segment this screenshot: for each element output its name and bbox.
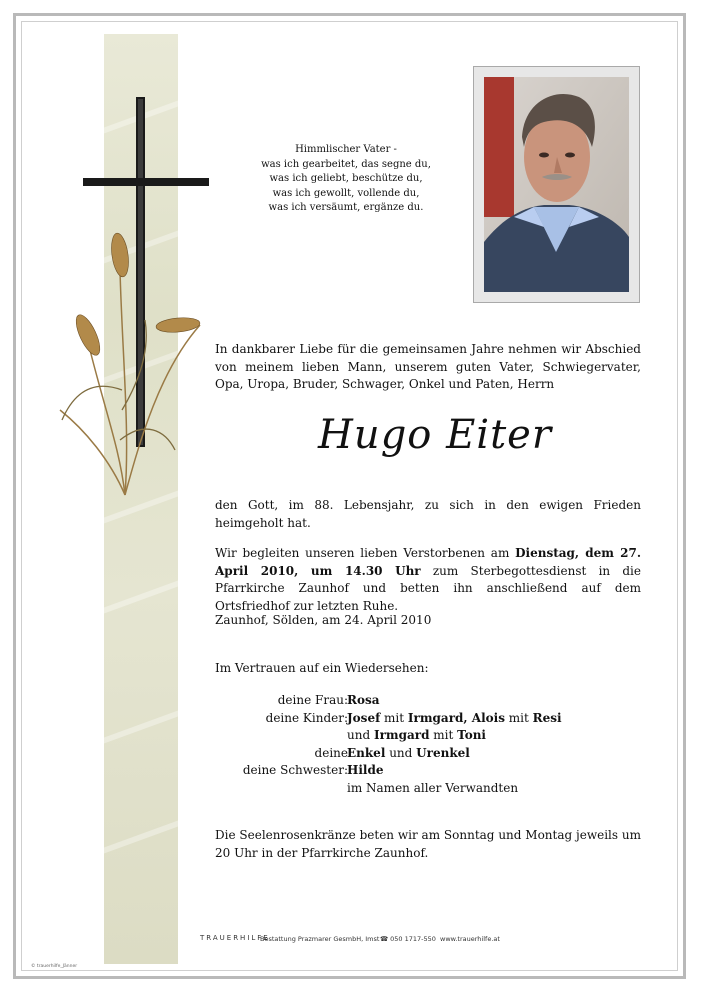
- great-grandchildren: Urenkel: [416, 745, 470, 760]
- family-row-children: [215, 710, 645, 728]
- poem-line: was ich gewollt, vollende du,: [272, 187, 420, 199]
- poem-line: was ich versäumt, ergänze du.: [268, 202, 424, 213]
- family-row-wife: [215, 692, 645, 710]
- relatives-text: im Namen aller Verwandten: [347, 780, 519, 795]
- poem-line: was ich geliebt, beschütze du,: [269, 173, 423, 184]
- place-date: Zaunhof, Sölden, am 24. April 2010: [215, 613, 432, 627]
- children-label: deine Kinder:: [265, 710, 348, 725]
- reunion-text: Im Vertrauen auf ein Wiedersehen:: [215, 661, 429, 675]
- connector: mit: [504, 710, 533, 725]
- child-name: Irmgard, Alois: [407, 710, 505, 725]
- rosary-text: Die Seelenrosenkränze beten wir am Sonntag und Montag jeweils um 20 Uhr in der Pfarrkirche Zaunhof.: [215, 828, 641, 860]
- family-row-sister: [215, 762, 645, 780]
- copyright: © trauerhilfe_Jänner: [31, 964, 78, 969]
- poem-line: Himmlischer Vater -: [295, 144, 397, 155]
- portrait-frame: [473, 66, 640, 303]
- family-row-relatives: [215, 780, 645, 798]
- footer: [200, 933, 520, 947]
- family-row-grandchildren: [215, 745, 645, 763]
- funeral-text-part2: zum Sterbegottesdienst in die Pfarrkirche Zaunhof und betten ihn anschließend auf dem Ortsfriedhof zur letzten Ruhe.: [215, 563, 641, 613]
- wheat-icon: [50, 210, 220, 500]
- grandchildren: Enkel: [347, 745, 386, 760]
- footer-logo: TRAUERHILFE: [200, 934, 270, 942]
- portrait-photo: [484, 77, 629, 292]
- child-name: Irmgard: [373, 728, 430, 742]
- footer-phone: ☎ 050 1717-550: [380, 935, 436, 943]
- family-row-children-2: [215, 727, 645, 745]
- footer-company: Bestattung Prazmarer GesmbH, Imst: [260, 935, 380, 943]
- sister-label: deine Schwester:: [242, 763, 348, 777]
- grandchildren-label: deine: [314, 745, 348, 760]
- poem-line: was ich gearbeitet, das segne du,: [261, 158, 431, 170]
- funeral-text: [215, 545, 641, 615]
- connector: mit: [380, 710, 408, 725]
- intro-text: In dankbarer Liebe für die gemeinsamen Jahre nehmen wir Abschied von meinem lieben Mann, unserem guten Vater, Schwiegervater, Opa, Uropa, Bruder, Schwager, Onkel und Paten, Herrn: [215, 342, 641, 391]
- deceased-name: Hugo Eiter: [318, 412, 552, 458]
- connector: mit: [429, 728, 458, 742]
- family-list: [215, 692, 645, 797]
- child-name: Resi: [532, 710, 562, 725]
- wife-name: Rosa: [347, 693, 380, 707]
- wife-label: deine Frau:: [277, 693, 348, 707]
- poem: [235, 143, 457, 216]
- passed-text: den Gott, im 88. Lebensjahr, zu sich in den ewigen Frieden heimgeholt hat.: [215, 498, 641, 530]
- funeral-date: Dienstag, dem 27. April 2010, um 14.30 Uhr: [215, 546, 641, 578]
- child-name: Toni: [457, 728, 486, 742]
- connector: und: [385, 745, 417, 760]
- funeral-text-part1: Wir begleiten unseren lieben Verstorbenen am: [215, 546, 516, 560]
- child-name: Josef: [347, 710, 381, 725]
- sister-name: Hilde: [347, 763, 384, 777]
- connector: und: [347, 728, 374, 742]
- footer-web: www.trauerhilfe.at: [440, 935, 500, 943]
